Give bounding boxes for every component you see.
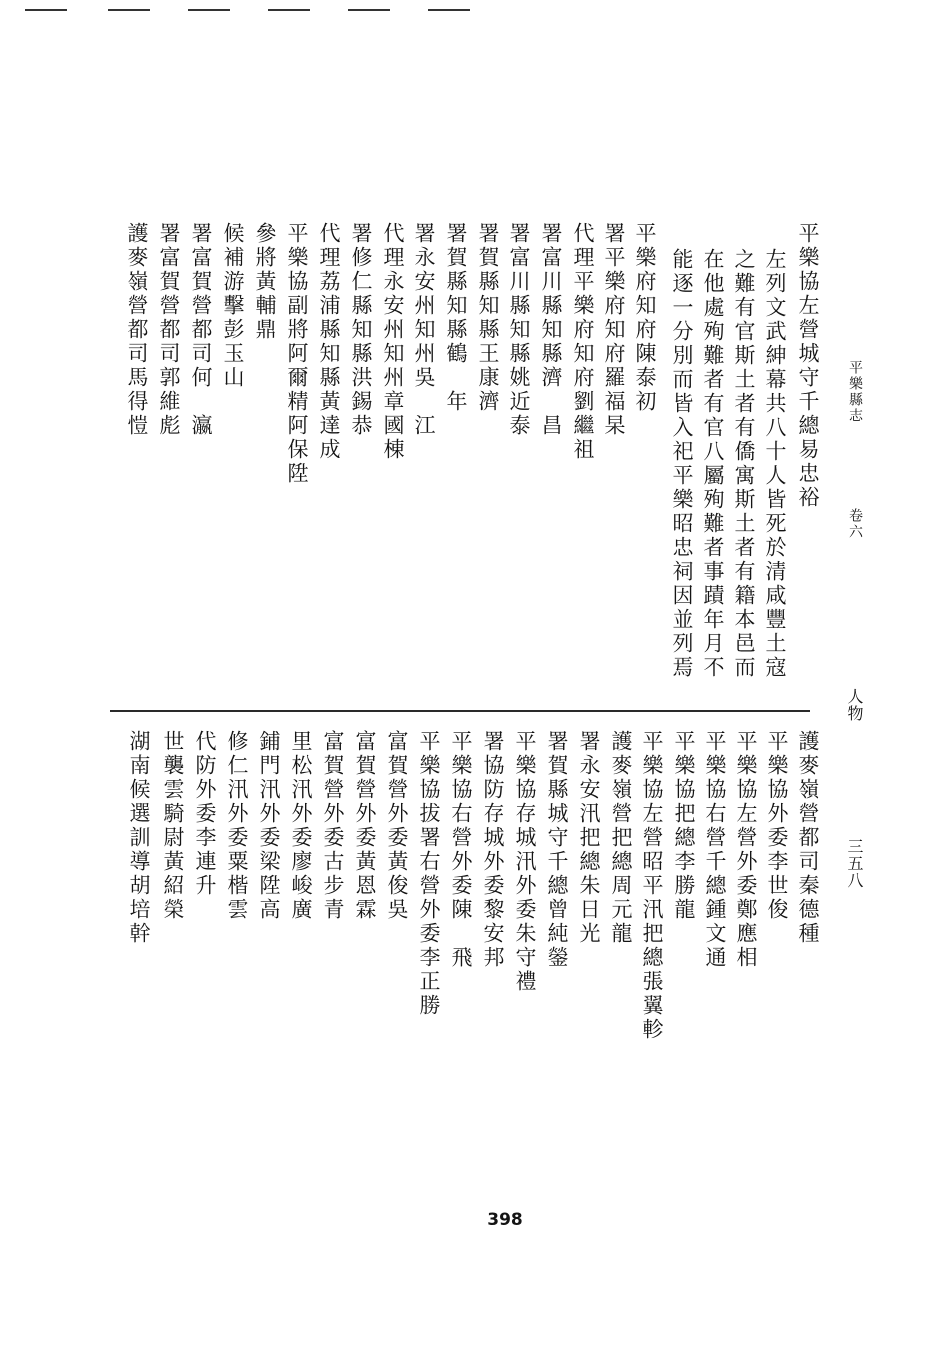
- header-title: 平樂縣志: [847, 360, 863, 424]
- lower-column: 護麥嶺營都司秦德種: [796, 730, 820, 946]
- upper-column: 平樂府知府陳泰初: [633, 222, 657, 414]
- register-divider: [110, 710, 810, 712]
- upper-column: 平樂協副將阿爾精阿保陞: [285, 222, 309, 486]
- lower-column: 平樂協左營昭平汛把總張翼軫: [640, 730, 664, 1042]
- lower-column: 平樂協右營外委陳 飛: [449, 730, 473, 970]
- lower-column: 里松汛外委廖峻廣: [289, 730, 313, 922]
- upper-column: 在他處殉難者有官八屬殉難者事蹟年月不: [701, 248, 725, 680]
- lower-column: 平樂協左營外委鄭應相: [734, 730, 758, 970]
- header-folio: 三五八: [845, 838, 864, 889]
- upper-column: 署富賀營都司郭維彪: [157, 222, 181, 438]
- upper-column: 署賀縣知縣鶴 年: [444, 222, 468, 414]
- header-section: 人物: [845, 688, 864, 722]
- upper-column: 代理永安州知州章國棟: [381, 222, 405, 462]
- lower-column: 平樂協存城汛外委朱守禮: [513, 730, 537, 994]
- lower-column: 署賀縣城守千總曾純鎣: [545, 730, 569, 970]
- lower-column: 平樂協右營千總鍾文通: [703, 730, 727, 970]
- upper-column: 候補游擊彭玉山: [221, 222, 245, 390]
- lower-column: 富賀營外委古步青: [321, 730, 345, 922]
- top-rule-segment: [428, 9, 470, 11]
- lower-column: 平樂協把總李勝龍: [672, 730, 696, 922]
- upper-column: 護麥嶺營都司馬得愷: [125, 222, 149, 438]
- upper-column: 署富川縣知縣姚近泰: [507, 222, 531, 438]
- lower-column: 富賀營外委黃恩霖: [353, 730, 377, 922]
- page-number: 398: [487, 1210, 523, 1230]
- lower-column: 修仁汛外委粟楷雲: [225, 730, 249, 922]
- header-volume: 卷六: [847, 508, 863, 540]
- upper-column: 代理荔浦縣知縣黃達成: [317, 222, 341, 462]
- top-rule-segment: [25, 9, 67, 11]
- lower-column: 湖南候選訓導胡培幹: [127, 730, 151, 946]
- top-rule-segment: [108, 9, 150, 11]
- top-rule-segment: [268, 9, 310, 11]
- upper-column: 能逐一分別而皆入祀平樂昭忠祠因並列焉: [670, 248, 694, 680]
- upper-column: 代理平樂府知府劉繼祖: [571, 222, 595, 462]
- upper-column: 之難有官斯土者有僑寓斯土者有籍本邑而: [732, 248, 756, 680]
- lower-column: 平樂協外委李世俊: [765, 730, 789, 922]
- upper-column: 署富川縣知縣濟 昌: [539, 222, 563, 438]
- upper-column: 署賀縣知縣王康濟: [476, 222, 500, 414]
- upper-column: 署富賀營都司何 瀛: [189, 222, 213, 438]
- upper-column: 平樂協左營城守千總易忠裕: [796, 222, 820, 510]
- lower-column: 護麥嶺營把總周元龍: [609, 730, 633, 946]
- upper-column: 參將黃輔鼎: [253, 222, 277, 342]
- upper-column: 署永安州知州吳 江: [412, 222, 436, 438]
- lower-column: 代防外委李連升: [193, 730, 217, 898]
- upper-column: 左列文武紳幕共八十人皆死於清咸豐土寇: [763, 248, 787, 680]
- upper-column: 署平樂府知府羅福杲: [602, 222, 626, 438]
- lower-column: 世襲雲騎尉黃紹榮: [161, 730, 185, 922]
- lower-column: 署永安汛把總朱日光: [577, 730, 601, 946]
- lower-column: 富賀營外委黃俊吳: [385, 730, 409, 922]
- lower-column: 署協防存城外委黎安邦: [481, 730, 505, 970]
- top-rule-segment: [348, 9, 390, 11]
- lower-column: 鋪門汛外委梁陞高: [257, 730, 281, 922]
- upper-column: 署修仁縣知縣洪錫恭: [349, 222, 373, 438]
- lower-column: 平樂協拔署右營外委李正勝: [417, 730, 441, 1018]
- top-rule-segment: [188, 9, 230, 11]
